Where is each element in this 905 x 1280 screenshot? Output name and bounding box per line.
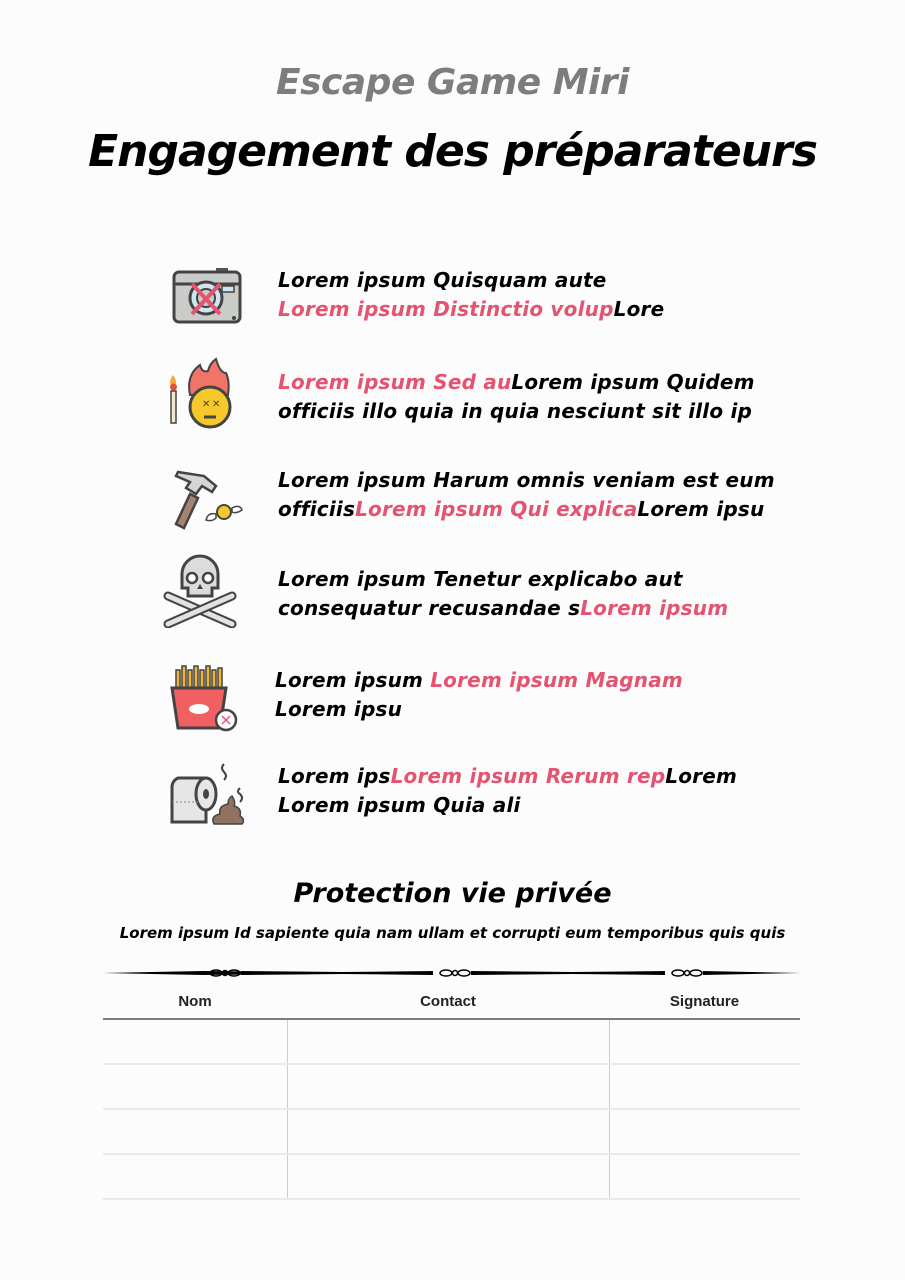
rule-text: officiis illo quia in quia nesciunt sit illo ip: [278, 399, 753, 423]
contact-cell[interactable]: [287, 1154, 609, 1199]
decorative-divider: [103, 962, 801, 984]
table-row: [103, 1154, 800, 1199]
rule-line-2: [278, 495, 775, 524]
rule-text: consequatur recusandae s: [278, 596, 581, 620]
rule-text: Lorem ipsum Tenetur explicabo aut: [278, 567, 683, 591]
rule-item: [160, 355, 780, 435]
rule-line-2: [278, 295, 664, 324]
signature-cell[interactable]: [609, 1154, 800, 1199]
table-row: [103, 1019, 800, 1064]
highlighted-text: Lorem ipsum Qui explica: [355, 497, 638, 521]
rule-text: Lorem ipsum Quia ali: [278, 793, 521, 817]
rule-line-2: [278, 791, 737, 820]
nom-cell[interactable]: [103, 1019, 287, 1064]
toilet-paper-poop-icon: [160, 758, 244, 834]
match-burning-head-icon: [160, 355, 244, 431]
rule-text: Lorem ipsu: [637, 497, 765, 521]
rule-text: Lorem: [665, 764, 738, 788]
column-header-contact: Contact: [287, 984, 609, 1019]
svg-text:✕: ✕: [202, 399, 211, 410]
rule-text: Lorem ips: [278, 764, 391, 788]
contact-cell[interactable]: [287, 1019, 609, 1064]
rule-text: Lorem ipsu: [275, 697, 403, 721]
column-header-signature: Signature: [609, 984, 800, 1019]
rule-item: [160, 758, 780, 838]
rule-text: Lorem ipsum: [275, 668, 431, 692]
rule-line-1: [278, 565, 728, 594]
camera-crossed-icon: [160, 262, 244, 338]
highlighted-text: Lorem ipsum Rerum rep: [390, 764, 666, 788]
skull-crossbones-icon: [160, 552, 244, 628]
rule-line-1: [278, 266, 664, 295]
privacy-section-title: Protection vie privée: [293, 878, 612, 909]
rule-line-1: [275, 666, 683, 695]
no-fries-icon: [160, 662, 244, 738]
signature-cell[interactable]: [609, 1109, 800, 1154]
rule-line-1: [278, 368, 755, 397]
column-header-nom: Nom: [103, 984, 287, 1019]
privacy-description: Lorem ipsum Id sapiente quia nam ullam et corrupti eum temporibus quis quis: [119, 924, 786, 942]
table-row: [103, 1109, 800, 1154]
highlighted-text: Lorem ipsum Sed au: [278, 370, 512, 394]
rule-text: Lorem ipsum Quidem: [511, 370, 755, 394]
svg-text:✕: ✕: [212, 399, 221, 410]
signature-cell[interactable]: [609, 1019, 800, 1064]
rule-text: Lorem ipsum Harum omnis veniam est eum: [278, 468, 775, 492]
nom-cell[interactable]: [103, 1154, 287, 1199]
hammer-flying-coin-icon: [160, 462, 244, 538]
rule-item: [160, 262, 780, 342]
rule-text: Lore: [613, 297, 665, 321]
document-subtitle: Escape Game Miri: [276, 62, 629, 103]
contact-cell[interactable]: [287, 1109, 609, 1154]
highlighted-text: Lorem ipsum: [580, 596, 729, 620]
rule-line-2: [278, 397, 755, 426]
highlighted-text: Lorem ipsum Distinctio volup: [278, 297, 614, 321]
nom-cell[interactable]: [103, 1064, 287, 1109]
rule-text: Lorem ipsum Quisquam aute: [278, 268, 607, 292]
highlighted-text: Lorem ipsum Magnam: [430, 668, 683, 692]
table-header-row: [103, 984, 800, 1019]
rule-line-1: [278, 762, 737, 791]
rule-line-1: [278, 466, 775, 495]
rule-line-2: [278, 594, 728, 623]
table-row: [103, 1064, 800, 1109]
rule-item: [160, 662, 780, 742]
contact-cell[interactable]: [287, 1064, 609, 1109]
rule-item: [160, 462, 780, 542]
rule-item: [160, 552, 780, 632]
rule-line-2: [275, 695, 683, 724]
rule-text: officiis: [278, 497, 356, 521]
signature-table: [103, 984, 800, 1200]
signature-cell[interactable]: [609, 1064, 800, 1109]
document-title: Engagement des préparateurs: [88, 126, 817, 177]
nom-cell[interactable]: [103, 1109, 287, 1154]
